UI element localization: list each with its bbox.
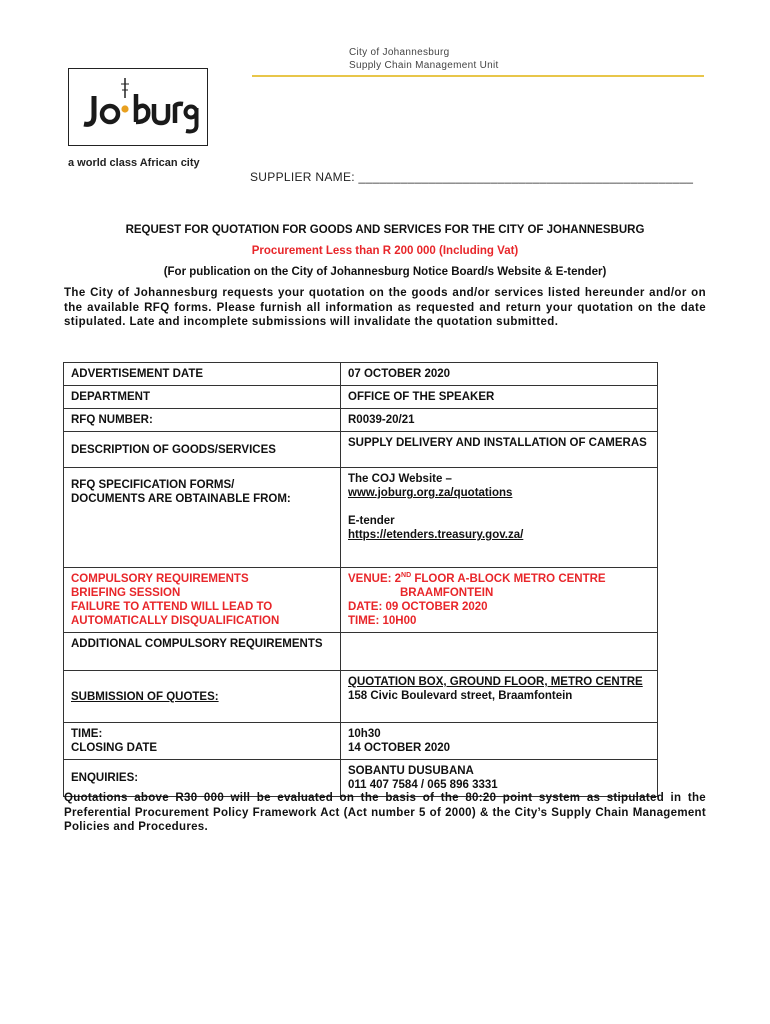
- description-label: DESCRIPTION OF GOODS/SERVICES: [64, 432, 341, 468]
- description-value: SUPPLY DELIVERY AND INSTALLATION OF CAMERAS: [341, 432, 658, 468]
- rfq-number-label: RFQ NUMBER:: [64, 409, 341, 432]
- spec-forms-label: [64, 468, 341, 568]
- compulsory-line-4: AUTOMATICALLY DISQUALIFICATION: [71, 615, 280, 627]
- briefing-details: [341, 568, 658, 633]
- spec-forms-value: [341, 468, 658, 568]
- enquiries-name: SOBANTU DUSUBANA: [348, 765, 474, 777]
- joburg-logo-icon: [80, 76, 200, 136]
- table-row: [64, 468, 658, 568]
- rfq-number-value: R0039-20/21: [341, 409, 658, 432]
- etender-link[interactable]: https://etenders.treasury.gov.za/: [348, 529, 524, 541]
- submission-value: [341, 671, 658, 723]
- coj-website-label: The COJ Website –: [348, 473, 452, 485]
- enquiries-phone: 011 407 7584 / 065 896 3331: [348, 779, 498, 791]
- venue-line-2: BRAAMFONTEIN: [400, 587, 494, 599]
- compulsory-line-1: COMPULSORY REQUIREMENTS: [71, 573, 249, 585]
- department-label: DEPARTMENT: [64, 386, 341, 409]
- briefing-time: TIME: 10H00: [348, 615, 417, 627]
- time-closing-value: [341, 723, 658, 760]
- briefing-date: DATE: 09 OCTOBER 2020: [348, 601, 488, 613]
- table-row: [64, 568, 658, 633]
- advertisement-date-label: ADVERTISEMENT DATE: [64, 363, 341, 386]
- spec-label-line-2: DOCUMENTS ARE OBTAINABLE FROM:: [71, 493, 291, 505]
- time-label: TIME:: [71, 728, 103, 740]
- submission-address: 158 Civic Boulevard street, Braamfontein: [348, 690, 573, 702]
- table-row: [64, 432, 658, 468]
- compulsory-requirements-label: [64, 568, 341, 633]
- rfq-details-table: [63, 362, 658, 797]
- etender-label: E-tender: [348, 515, 395, 527]
- evaluation-note: Quotations above R30 000 will be evaluated on the basis of the 80:20 point system as stipulated in the Preferential Procurement Policy Framework Act (Act number 5 of 2000) & the City’s Supply Chain Management Policies and Procedures.: [64, 792, 706, 833]
- additional-requirements-value: [341, 633, 658, 671]
- document-title: REQUEST FOR QUOTATION FOR GOODS AND SERVICES FOR THE CITY OF JOHANNESBURG: [125, 224, 645, 236]
- table-row: [64, 409, 658, 432]
- compulsory-line-2: BRIEFING SESSION: [71, 587, 181, 599]
- table-row: [64, 386, 658, 409]
- time-closing-label: [64, 723, 341, 760]
- header-unit: Supply Chain Management Unit: [349, 60, 499, 71]
- intro-paragraph: The City of Johannesburg requests your quotation on the goods and/or services listed hereunder and/or on the available RFQ forms. Please furnish all information as requested and return your quotation on the date stipulated. Late and incomplete submissions will invalidate the quotation submitted.: [64, 287, 706, 328]
- venue-line: VENUE: 2ND FLOOR A-BLOCK METRO CENTRE: [348, 572, 606, 585]
- logo-tagline: a world class African city: [68, 157, 200, 169]
- header-org: City of Johannesburg: [349, 47, 450, 58]
- additional-requirements-label: ADDITIONAL COMPULSORY REQUIREMENTS: [64, 633, 341, 671]
- publication-note: (For publication on the City of Johannesburg Notice Board/s Website & E-tender): [163, 266, 607, 278]
- header-rule: [252, 75, 704, 77]
- supplier-name-line: SUPPLIER NAME: ________________________________________________: [250, 170, 694, 184]
- department-value: OFFICE OF THE SPEAKER: [341, 386, 658, 409]
- submission-label: SUBMISSION OF QUOTES:: [64, 671, 341, 723]
- procurement-limit: Procurement Less than R 200 000 (Including Vat): [251, 245, 519, 257]
- table-row: [64, 363, 658, 386]
- table-row: [64, 723, 658, 760]
- submission-venue: QUOTATION BOX, GROUND FLOOR, METRO CENTRE: [348, 676, 643, 688]
- closing-date-label: CLOSING DATE: [71, 742, 158, 754]
- advertisement-date-value: 07 OCTOBER 2020: [341, 363, 658, 386]
- spec-label-line-1: RFQ SPECIFICATION FORMS/: [71, 479, 235, 491]
- enquiries-label: ENQUIRIES:: [64, 760, 341, 797]
- coj-website-link[interactable]: www.joburg.org.za/quotations: [348, 487, 513, 499]
- table-row: [64, 633, 658, 671]
- table-row: [64, 671, 658, 723]
- closing-date-value: 14 OCTOBER 2020: [348, 742, 451, 754]
- time-value: 10h30: [348, 728, 381, 740]
- compulsory-line-3: FAILURE TO ATTEND WILL LEAD TO: [71, 601, 273, 613]
